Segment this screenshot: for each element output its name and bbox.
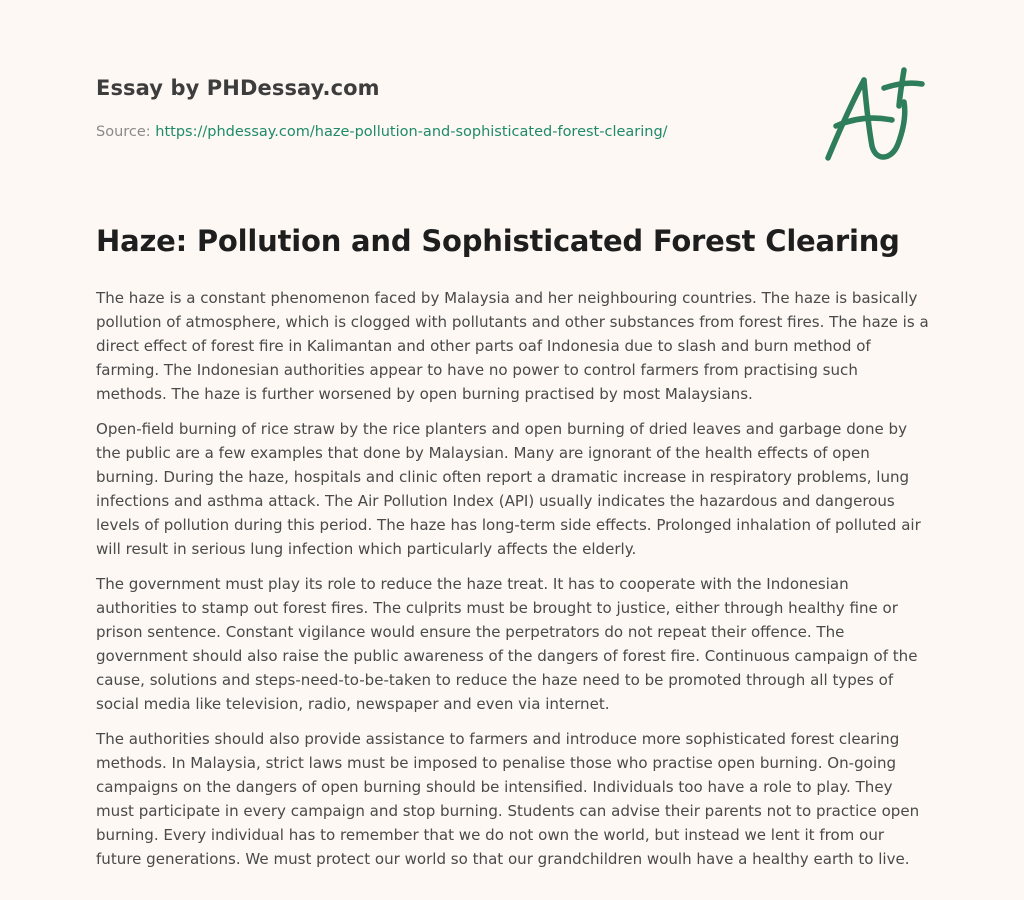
essay-body: [96, 286, 931, 882]
source-label: Source:: [96, 124, 151, 140]
essay-paragraph: Open-field burning of rice straw by the rice planters and open burning of dried leaves and garbage done by the public are a few examples that done by Malaysian. Many are ignorant of the health effects of open burning. During the haze, hospitals and clinic often report a dramatic increase in respiratory problems, lung infections and asthma attack. The Air Pollution Index (API) usually indicates the hazardous and dangerous levels of pollution during this period. The haze has long-term side effects. Prolonged inhalation of polluted air will result in serious lung infection which particularly affects the elderly.: [96, 420, 921, 558]
essay-paragraph: The authorities should also provide assistance to farmers and introduce more sophisticated forest clearing methods. In Malaysia, strict laws must be imposed to penalise those who practise open burning. On-going campaigns on the dangers of open burning should be intensified. Individuals too have a role to play. They must participate in every campaign and stop burning. Students can advise their parents not to practice open burning. Every individual has to remember that we do not own the world, but instead we lent it from our future generations. We must protect our world so that our grandchildren woulh have a healthy earth to live.: [96, 730, 920, 868]
a-plus-grade-icon: [820, 66, 930, 166]
source-line: [96, 124, 668, 140]
article-title: Haze: Pollution and Sophisticated Forest Clearing: [96, 224, 900, 258]
essay-paragraph: The haze is a constant phenomenon faced by Malaysia and her neighbouring countries. The haze is basically pollution of atmosphere, which is clogged with pollutants and other substances from forest fires. The haze is a direct effect of forest fire in Kalimantan and other parts oaf Indonesia due to slash and burn method of farming. The Indonesian authorities appear to have no power to control farmers from practising such methods. The haze is further worsened by open burning practised by most Malaysians.: [96, 289, 929, 403]
essay-paragraph: The government must play its role to reduce the haze treat. It has to cooperate with the Indonesian authorities to stamp out forest fires. The culprits must be brought to justice, either through healthy fine or prison sentence. Constant vigilance would ensure the perpetrators do not repeat their offence. The government should also raise the public awareness of the dangers of forest fire. Continuous campaign of the cause, solutions and steps-need-to-be-taken to reduce the haze need to be promoted through all types of social media like television, radio, newspaper and even via internet.: [96, 575, 918, 713]
source-link[interactable]: https://phdessay.com/haze-pollution-and-sophisticated-forest-clearing/: [155, 124, 668, 140]
site-brand: Essay by PHDessay.com: [96, 76, 380, 100]
